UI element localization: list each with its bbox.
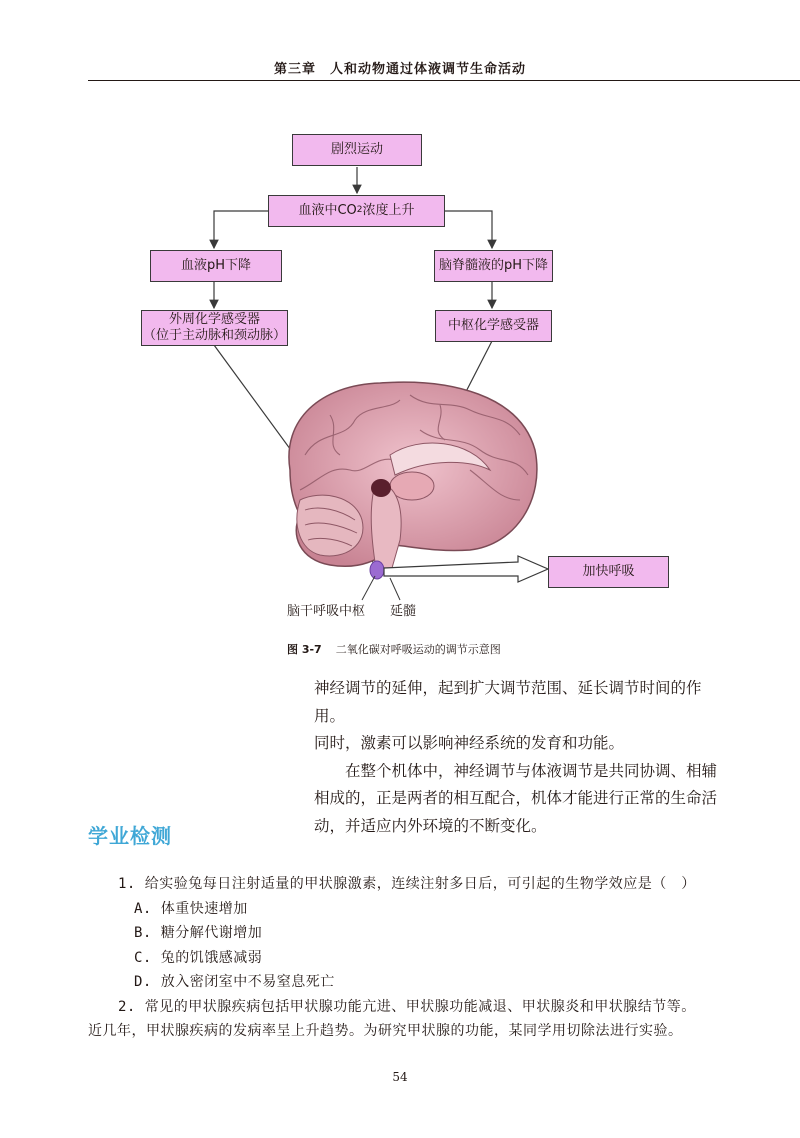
label-medulla: 延髓 — [390, 604, 417, 619]
q1-option-c: C. 兔的饥饿感减弱 — [134, 949, 263, 966]
box-blood-ph-drop: 血液pH下降 — [150, 250, 282, 282]
questions — [88, 872, 728, 1044]
box-intense-exercise: 剧烈运动 — [292, 134, 422, 166]
q1-option-a: A. 体重快速增加 — [134, 900, 248, 917]
q1-option-b: B. 糖分解代谢增加 — [134, 925, 263, 941]
peripheral-line1: 外周化学感受器 — [168, 311, 260, 327]
body-text — [314, 675, 728, 840]
box-csf-ph-drop: 脑脊髓液的pH下降 — [434, 250, 553, 282]
q1-option-d: D. 放入密闭室中不易窒息死亡 — [134, 974, 335, 990]
caption-number: 图 3-7 — [287, 643, 322, 656]
label-brainstem-center: 脑干呼吸中枢 — [287, 604, 366, 619]
brain-illustration — [289, 382, 548, 600]
body-p2: 在整个机体中，神经调节与体液调节是共同协调、相辅相成的，正是两者的相互配合，机体才能进行正常的生命活动，并适应内外环境的不断变化。 — [314, 761, 718, 835]
body-p1-line2: 同时，激素可以影响神经系统的发育和功能。 — [314, 734, 625, 752]
section-title: 学业检测 — [88, 824, 172, 848]
co2-suffix: 浓度上升 — [362, 202, 415, 218]
q1-stem: 1. 给实验兔每日注射适量的甲状腺激素，连续注射多日后，可引起的生物学效应是（ ） — [118, 876, 696, 892]
co2-prefix: 血液中CO — [298, 202, 357, 218]
box-blood-co2-rise — [268, 195, 445, 227]
box-central-chemoreceptor: 中枢化学感受器 — [435, 310, 552, 342]
box-peripheral-chemoreceptor — [141, 310, 288, 346]
figure-caption — [287, 641, 501, 657]
chapter-header: 第三章 人和动物通过体液调节生命活动 — [273, 62, 526, 77]
box-faster-breathing: 加快呼吸 — [548, 556, 669, 588]
co2-subscript: 2 — [356, 205, 363, 216]
q2-line2: 近几年，甲状腺疾病的发病率呈上升趋势。为研究甲状腺的功能，某同学用切除法进行实验。 — [88, 1023, 683, 1039]
body-p1-line1: 神经调节的延伸，起到扩大调节范围、延长调节时间的作用。 — [314, 679, 702, 725]
caption-text: 二氧化碳对呼吸运动的调节示意图 — [335, 643, 501, 656]
peripheral-line2: （位于主动脉和颈动脉） — [142, 328, 286, 343]
page-number: 54 — [392, 1070, 408, 1084]
q2-line1: 2. 常见的甲状腺疾病包括甲状腺功能亢进、甲状腺功能减退、甲状腺炎和甲状腺结节等。 — [118, 998, 696, 1015]
